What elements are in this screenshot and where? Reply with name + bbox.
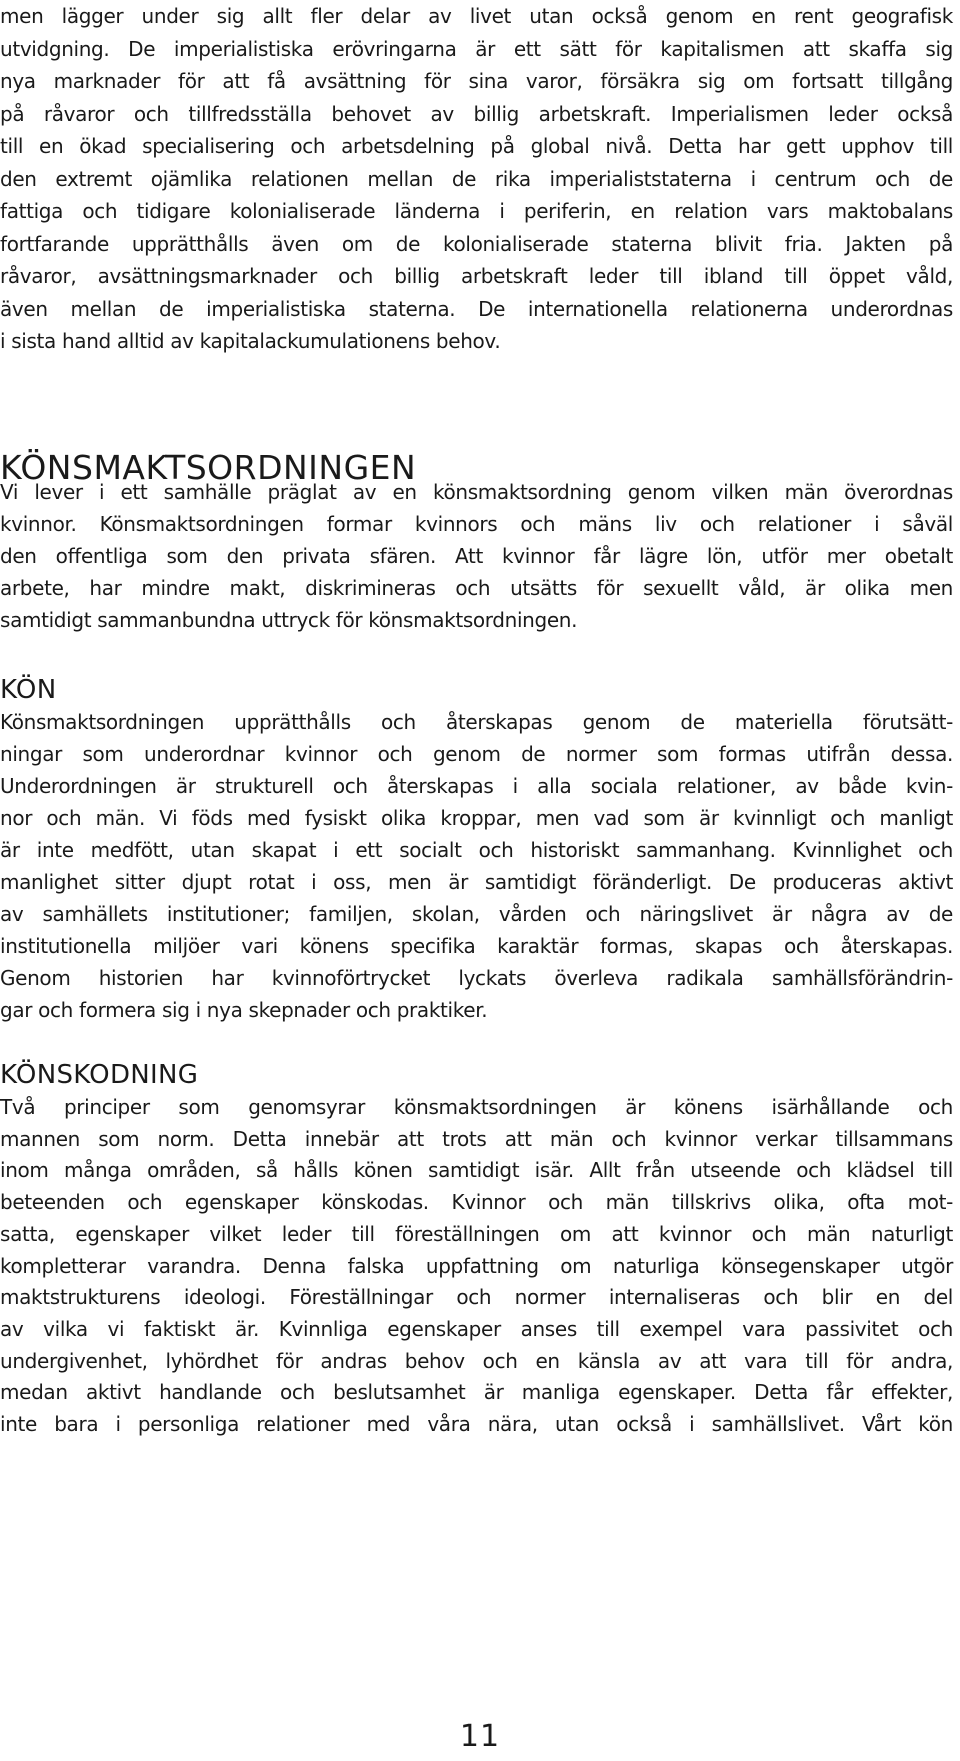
text-line: kompletterar varandra. Denna falska uppfattning om naturliga könsegenskaper utgör <box>0 1253 953 1278</box>
text-line: till en ökad specialisering och arbetsdelning på global nivå. Detta har gett upphov till <box>0 134 953 158</box>
text-line: av samhällets institutioner; familjen, skolan, vården och näringslivet är några av de <box>0 902 953 926</box>
text-line: inom många områden, så hålls könen samtidigt isär. Allt från utseende och klädsel till <box>0 1158 953 1183</box>
section-heading-konskodning: KÖNSKODNING <box>0 1060 199 1090</box>
text-line: beteenden och egenskaper könskodas. Kvinnor och män tillskrivs olika, ofta mot- <box>0 1190 953 1215</box>
text-line: utvidgning. De imperialistiska erövringarna är ett sätt för kapitalismen att skaffa sig <box>0 36 953 61</box>
text-line: satta, egenskaper vilket leder till föreställningen om att kvinnor och män naturligt <box>0 1221 953 1246</box>
paragraph-kon <box>0 706 953 1026</box>
text-line: nor och män. Vi föds med fysiskt olika kroppar, men vad som är kvinnligt och manligt <box>0 806 953 830</box>
paragraph-konskodning <box>0 1092 953 1441</box>
text-line: Två principer som genomsyrar könsmaktsordningen är könens isärhållande och <box>0 1095 953 1119</box>
text-line: är inte medfött, utan skapat i ett socialt och historiskt sammanhang. Kvinnlighet och <box>0 838 953 862</box>
text-line: den extremt ojämlika relationen mellan de rika imperialiststaterna i centrum och de <box>0 166 953 191</box>
section-heading-kon: KÖN <box>0 675 57 705</box>
text-line: arbete, har mindre makt, diskrimineras och utsätts för sexuellt våld, är olika men <box>0 576 953 600</box>
text-line: råvaror, avsättningsmarknader och billig arbetskraft leder till ibland till öppet våld, <box>0 264 953 288</box>
text-line: fattiga och tidigare kolonialiserade länderna i periferin, en relation vars maktobalans <box>0 199 953 223</box>
text-line: nya marknader för att få avsättning för sina varor, försäkra sig om fortsatt tillgång <box>0 69 953 93</box>
text-line: undergivenhet, lyhördhet för andras behov och en känsla av att vara till för andra, <box>0 1348 953 1373</box>
text-line: institutionella miljöer vari könens specifika karaktär formas, skapas och återskapas. <box>0 934 953 958</box>
text-line: av vilka vi faktiskt är. Kvinnliga egenskaper anses till exempel vara passivitet och <box>0 1316 953 1341</box>
text-line: Underordningen är strukturell och återskapas i alla sociala relationer, av både kvin- <box>0 774 953 798</box>
text-line: samtidigt sammanbundna uttryck för könsmaktsordningen. <box>0 608 578 632</box>
text-line: maktstrukturens ideologi. Föreställningar och normer internaliseras och blir en del <box>0 1285 953 1310</box>
text-line: men lägger under sig allt fler delar av livet utan också genom en rent geografisk <box>0 4 953 28</box>
text-line: gar och formera sig i nya skepnader och praktiker. <box>0 998 488 1022</box>
text-line: manlighet sitter djupt rotat i oss, men är samtidigt föränderligt. De produceras aktivt <box>0 870 953 894</box>
text-line: inte bara i personliga relationer med våra nära, utan också i samhällslivet. Vårt kön <box>0 1412 953 1437</box>
text-line: i sista hand alltid av kapitalackumulationens behov. <box>0 329 501 353</box>
text-line: på råvaror och tillfredsställa behovet av billig arbetskraft. Imperialismen leder också <box>0 101 953 126</box>
text-line: ningar som underordnar kvinnor och genom de normer som formas utifrån dessa. <box>0 742 953 766</box>
paragraph-konsmaktsordningen <box>0 476 953 636</box>
text-line: Genom historien har kvinnoförtrycket lyckats överleva radikala samhällsförändrin- <box>0 966 953 990</box>
text-line: medan aktivt handlande och beslutsamhet är manliga egenskaper. Detta får effekter, <box>0 1380 953 1405</box>
text-line: kvinnor. Könsmaktsordningen formar kvinnors och mäns liv och relationer i såväl <box>0 512 953 536</box>
text-line: den offentliga som den privata sfären. Att kvinnor får lägre lön, utför mer obetalt <box>0 544 953 568</box>
paragraph-intro <box>0 0 953 358</box>
section-heading-konsmaktsordningen: KÖNSMAKTSORDNINGEN <box>0 448 417 487</box>
text-line: fortfarande upprätthålls även om de kolonialiserade staterna blivit fria. Jakten på <box>0 231 953 256</box>
text-line: Vi lever i ett samhälle präglat av en könsmaktsordning genom vilken män överordnas <box>0 480 953 504</box>
text-line: även mellan de imperialistiska staterna. De internationella relationerna underordnas <box>0 296 953 321</box>
text-line: mannen som norm. Detta innebär att trots att män och kvinnor verkar tillsammans <box>0 1126 953 1151</box>
page-number: 11 <box>459 1719 501 1754</box>
text-line: Könsmaktsordningen upprätthålls och återskapas genom de materiella förutsätt- <box>0 710 953 734</box>
